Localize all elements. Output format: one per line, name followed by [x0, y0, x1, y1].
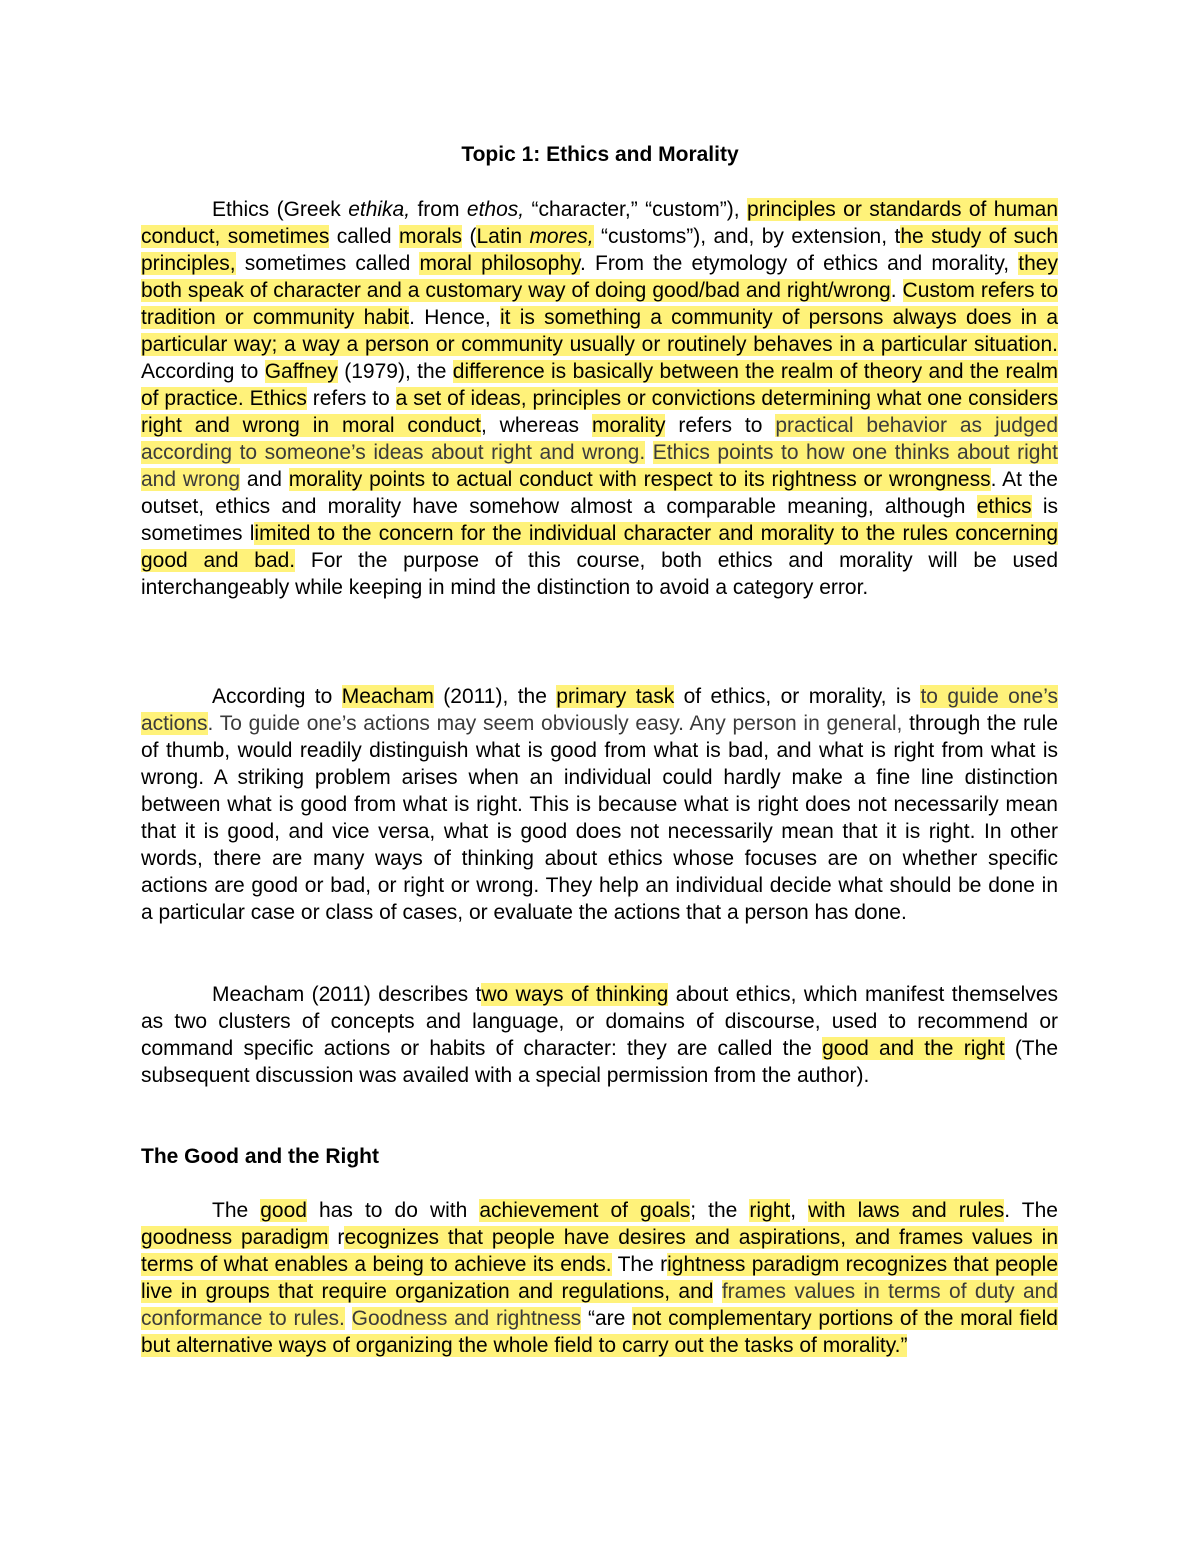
- text-run: . Hence,: [409, 306, 500, 329]
- paragraph-ethics-definition: [141, 196, 1058, 601]
- text-run: “are: [581, 1307, 633, 1330]
- highlighted-text: Custom refers to tradition or community habit: [141, 279, 1058, 329]
- text-run: about ethics, which manifest themselves as two clusters of concepts and language, or domains of discourse, used to recommend or command specific actions or habits of character: they are called the: [141, 983, 1059, 1060]
- text-run: (2011), the: [433, 685, 557, 708]
- text-run: The: [212, 1199, 261, 1222]
- highlighted-text: ethics: [976, 495, 1032, 518]
- text-run: (: [462, 225, 477, 248]
- highlighted-text: to guide one’s actions: [141, 685, 1058, 735]
- highlighted-text: achievement of goals: [479, 1199, 691, 1222]
- highlighted-text: principles or standards of human conduct, sometimes: [141, 198, 1059, 248]
- text-run: [345, 1307, 352, 1330]
- text-run: and: [240, 468, 289, 491]
- text-run: Meacham (2011) describes t: [212, 983, 482, 1006]
- text-run: through the rule of thumb, would readily distinguish what is good from what is bad, and what is right from what is wrong. A striking problem arises when an individual could hardly make a fine line distinction between what is good from what is right. This is because what is right does not necessarily mean that it is good, and vice versa, what is good does not necessarily mean that it is right. In other words, there are many ways of thinking about ethics whose focuses are on whether specific actions are good or bad, or right or wrong. They help an individual decide what should be done in a particular case or class of cases, or evaluate the actions that a person has done.: [141, 712, 1058, 924]
- highlighted-text: not complementary portions of the moral field but alternative ways of organizing the whole field to carry out the tasks of morality.”: [141, 1307, 1058, 1357]
- text-run: sometimes called: [235, 252, 420, 275]
- highlighted-text: Ethics points to how one thinks about right and wrong: [141, 441, 1058, 491]
- text-run: . From the etymology of ethics and morality,: [579, 252, 1019, 275]
- highlighted-text: primary task: [556, 685, 675, 708]
- text-run: “customs”), and, by extension, t: [593, 225, 901, 248]
- text-run: (1979), the: [337, 360, 453, 383]
- text-run: of ethics, or morality, is: [674, 685, 921, 708]
- highlighted-text: with laws and rules: [808, 1199, 1005, 1222]
- highlighted-text: Goodness and rightness: [351, 1307, 582, 1330]
- text-run: ,: [790, 1199, 809, 1222]
- text-run: .: [890, 279, 903, 302]
- text-run: called: [329, 225, 400, 248]
- text-run: According to: [141, 360, 265, 383]
- section-heading: The Good and the Right: [141, 1145, 379, 1168]
- text-run: For the purpose of this course, both ethics and morality will be used interchangeably while keeping in mind the distinction to avoid a category error.: [141, 549, 1059, 599]
- paragraph-two-ways: [141, 981, 1058, 1089]
- highlighted-text: good: [260, 1199, 307, 1222]
- text-run: refers to: [306, 387, 396, 410]
- text-run: The r: [611, 1253, 668, 1276]
- text-run: [713, 1280, 721, 1303]
- highlighted-text: mores,: [529, 225, 594, 248]
- highlighted-text: morals: [399, 225, 463, 248]
- highlighted-text: difference is basically between the realm of theory and the realm of practice. Ethics: [141, 360, 1058, 410]
- highlighted-text: frames values in terms of duty and conformance to rules.: [141, 1280, 1058, 1330]
- highlighted-text: goodness paradigm: [141, 1226, 329, 1249]
- highlighted-text: practical behavior as judged according to someone’s ideas about right and wrong.: [141, 414, 1059, 464]
- text-run: . At the outset, ethics and morality have somehow almost a comparable meaning, although: [141, 468, 1058, 518]
- text-run: from: [410, 198, 467, 221]
- text-run: Ethics (Greek: [212, 198, 349, 221]
- highlighted-text: morality points to actual conduct with respect to its rightness or wrongness: [288, 468, 991, 491]
- text-run: is sometimes l: [141, 495, 1058, 545]
- highlighted-text: ightness paradigm recognizes that people live in groups that require organization and regulations, and: [141, 1253, 1059, 1303]
- text-run: refers to: [665, 414, 776, 437]
- text-run: r: [328, 1226, 345, 1249]
- highlighted-text: Meacham: [341, 685, 434, 708]
- highlighted-text: good and the right: [822, 1037, 1005, 1060]
- highlighted-text: they both speak of character and a customary way of doing good/bad and right/wrong: [141, 252, 1058, 302]
- text-run: . To guide one’s actions may seem obviously easy. Any person in general,: [207, 712, 903, 735]
- highlighted-text: a set of ideas, principles or convictions determining what one considers right and wrong in moral conduct: [141, 387, 1058, 437]
- text-run: , whereas: [480, 414, 592, 437]
- highlighted-text: Latin: [476, 225, 530, 248]
- highlighted-text: imited to the concern for the individual character and morality to the rules concerning good and bad.: [141, 522, 1058, 572]
- highlighted-text: right: [749, 1199, 791, 1222]
- text-run: . The: [1004, 1199, 1058, 1222]
- text-run: [645, 441, 653, 464]
- paragraph-good-and-right: [141, 1197, 1058, 1359]
- text-run: (The subsequent discussion was availed with a special permission from the author).: [141, 1037, 1058, 1087]
- text-run: ; the: [690, 1199, 750, 1222]
- highlighted-text: wo ways of thinking: [481, 983, 669, 1006]
- text-run: According to: [212, 685, 342, 708]
- highlighted-text: Gaffney: [264, 360, 338, 383]
- paragraph-primary-task: [141, 683, 1058, 926]
- text-run: ethos,: [466, 198, 525, 221]
- highlighted-text: it is something a community of persons always does in a particular way; a way a person or community usually or routinely behaves in a particular situation.: [141, 306, 1059, 356]
- text-run: “character,” “custom”),: [524, 198, 748, 221]
- text-run: ethika,: [348, 198, 411, 221]
- text-run: has to do with: [306, 1199, 480, 1222]
- highlighted-text: he study of such principles,: [141, 225, 1059, 275]
- highlighted-text: morality: [591, 414, 666, 437]
- highlighted-text: ecognizes that people have desires and aspirations, and frames values in terms of what enables a being to achieve its ends.: [141, 1226, 1059, 1276]
- highlighted-text: moral philosophy: [419, 252, 580, 275]
- page-title: Topic 1: Ethics and Morality: [461, 143, 739, 166]
